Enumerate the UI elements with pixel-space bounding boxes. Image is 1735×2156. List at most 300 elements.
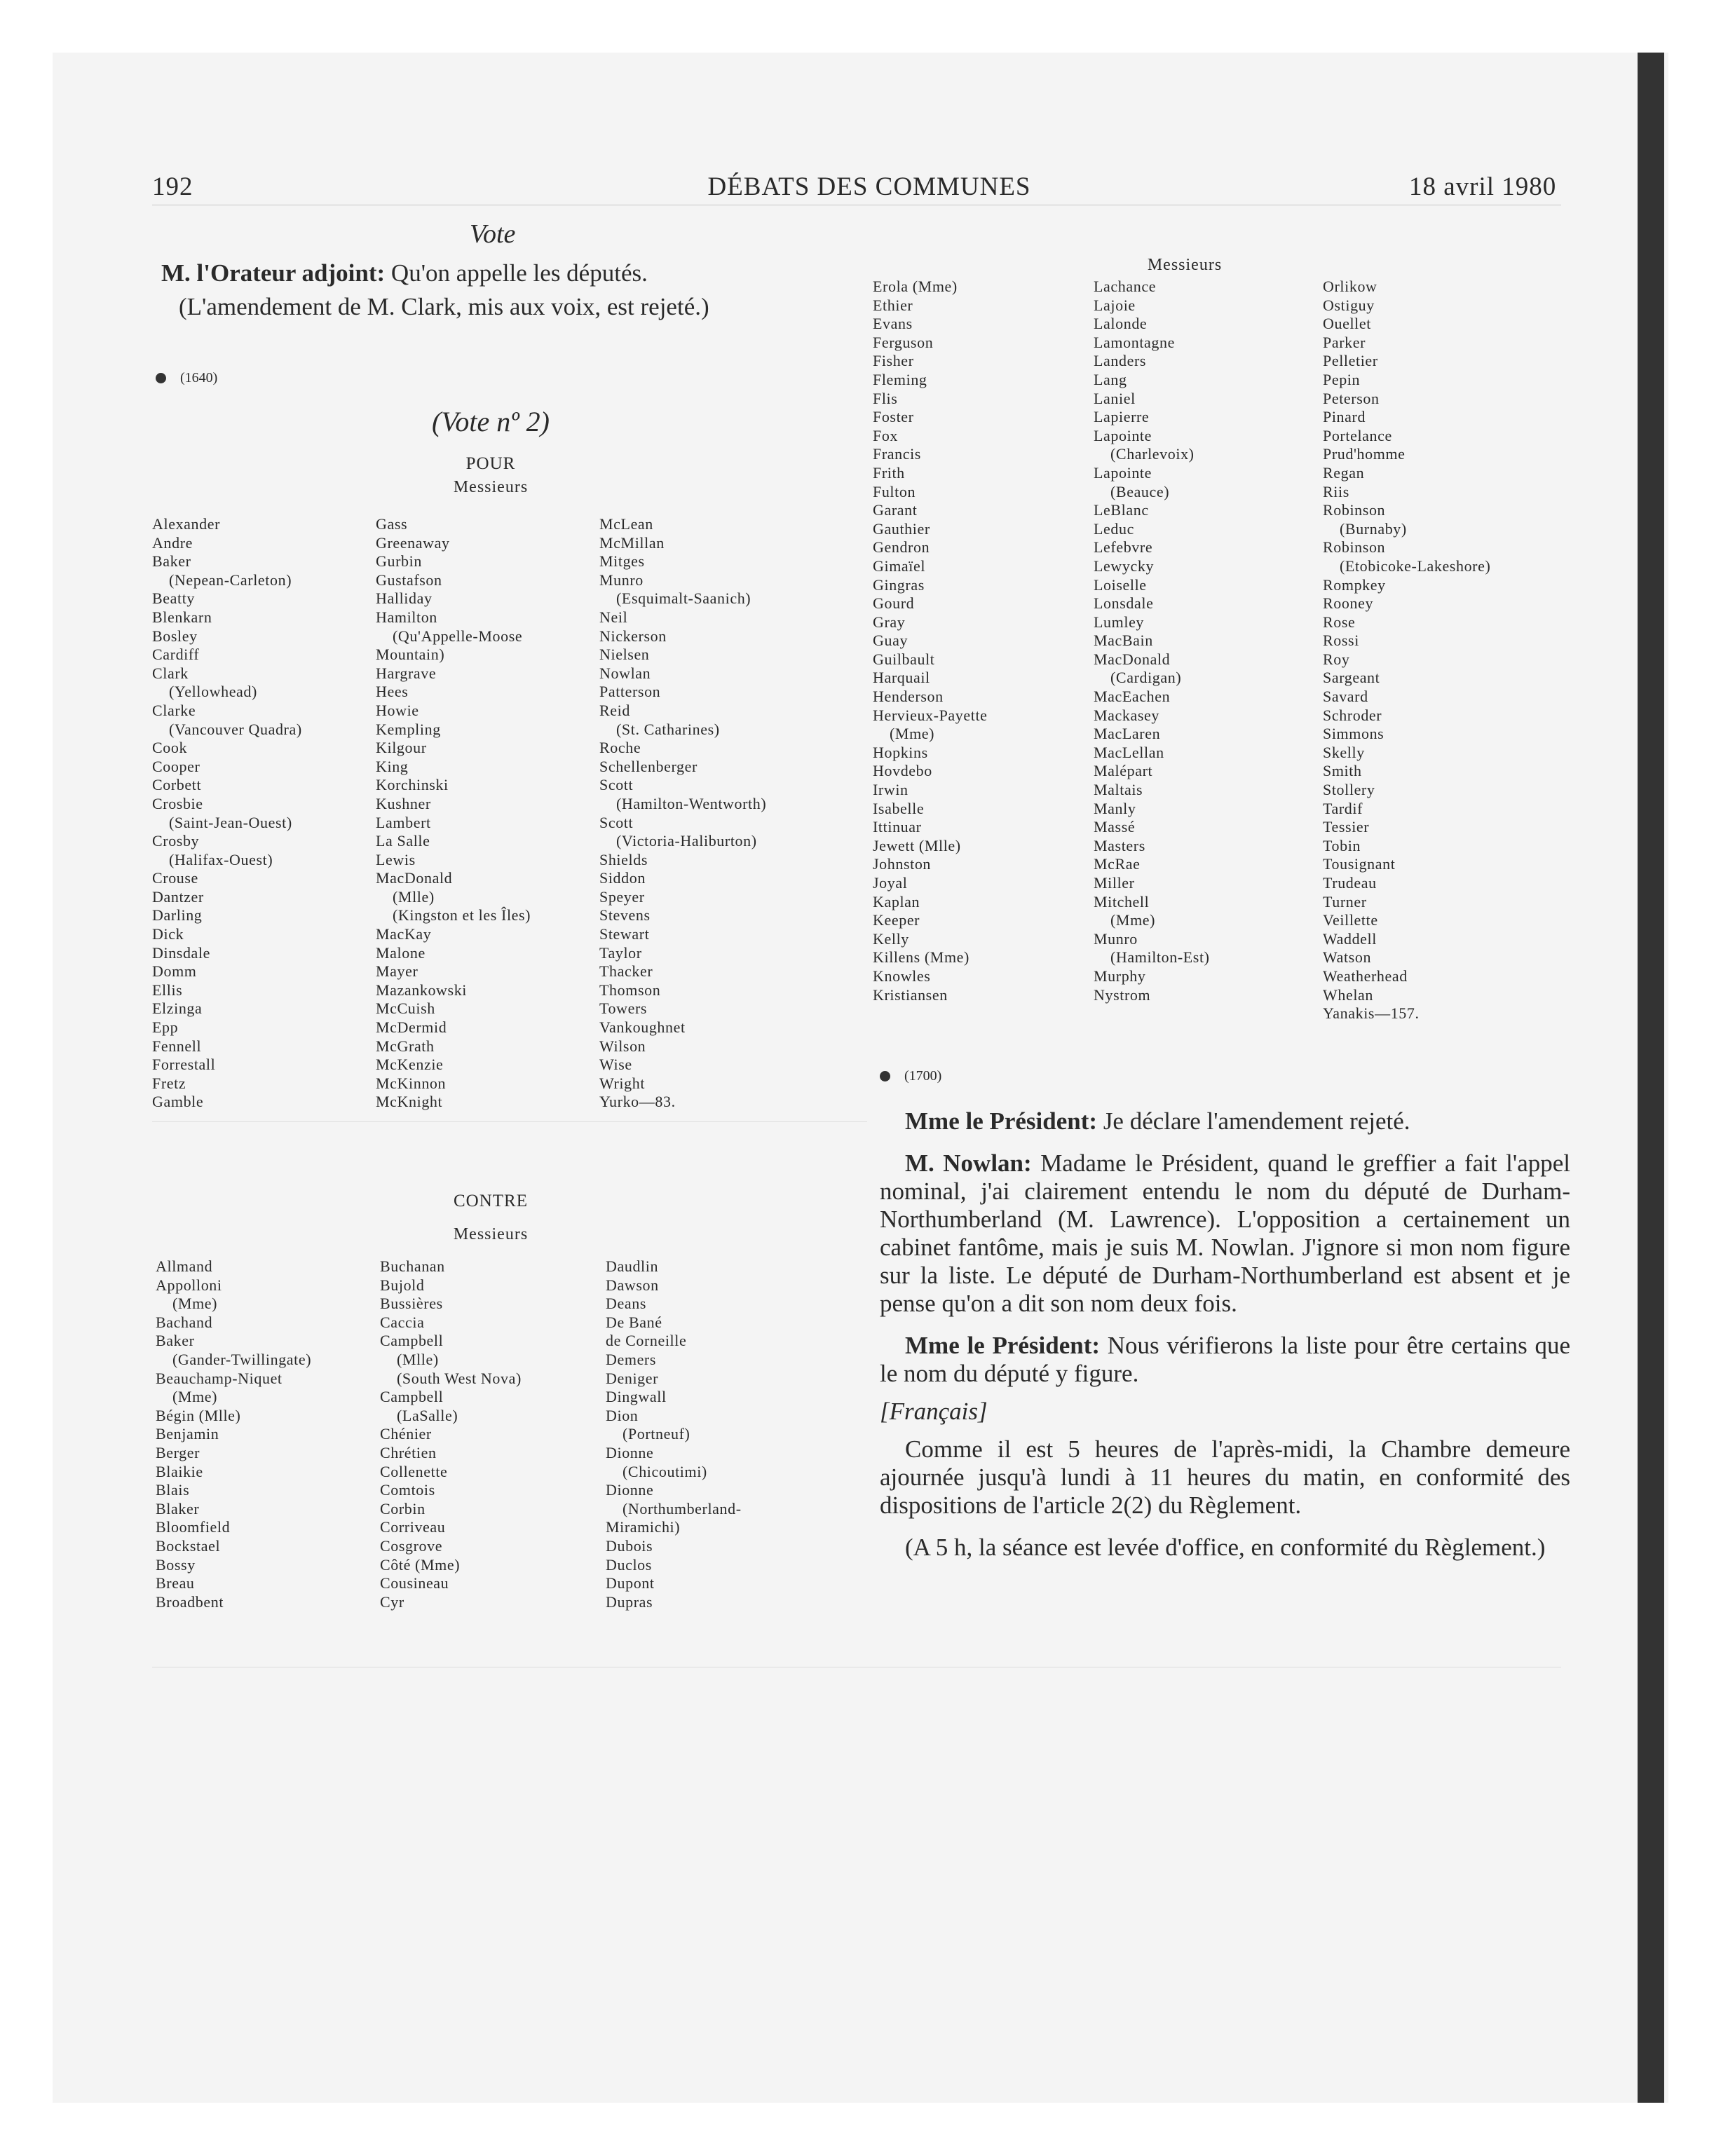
member-name: Kushner [376, 794, 431, 812]
member-name: Hamilton [376, 608, 437, 626]
member-name: Daudlin [606, 1257, 659, 1275]
member-name: (LaSalle) [397, 1406, 458, 1424]
pour-column-3 [599, 515, 766, 1112]
member-name: Scott [599, 813, 634, 831]
paragraph-president-1 [880, 1107, 1570, 1135]
time-marker-text: (1700) [904, 1068, 942, 1084]
member-name: Thacker [599, 962, 653, 981]
member-name: Lewis [376, 850, 416, 868]
member-name: (Yellowhead) [169, 683, 257, 701]
paragraph-adjournment: Comme il est 5 heures de l'après-midi, la Chambre demeure ajournée jusqu'à lundi à 11 heures du matin, en conformité des dispositions de l'article 2(2) du Règlement. [880, 1435, 1570, 1519]
member-name: Greenaway [376, 533, 450, 552]
member-name: Lalonde [1094, 315, 1148, 333]
member-name: Ferguson [873, 333, 934, 351]
member-name: Crouse [152, 869, 198, 887]
member-name: Howie [376, 701, 419, 719]
member-name: LeBlanc [1094, 501, 1149, 519]
member-name: Cooper [152, 757, 200, 775]
bullet-icon [156, 373, 166, 383]
member-name: Taylor [599, 943, 642, 962]
time-marker-text: (1640) [180, 370, 218, 386]
member-name: Regan [1323, 463, 1365, 482]
speaker-name: Mme le Président: [905, 1107, 1098, 1135]
member-name: Lapierre [1094, 408, 1150, 426]
member-name: McLean [599, 515, 653, 533]
member-name: Forrestall [152, 1056, 216, 1074]
member-name: Guilbault [873, 650, 935, 668]
member-name: (Esquimalt-Saanich) [616, 589, 751, 608]
member-name: MacEachen [1094, 688, 1171, 706]
member-name: Irwin [873, 781, 909, 799]
member-name: Nickerson [599, 627, 667, 645]
member-name: Miller [1094, 874, 1135, 892]
member-name: Collenette [380, 1462, 448, 1480]
member-name: Mitges [599, 552, 645, 571]
member-name: (Mme) [890, 725, 935, 743]
member-name: Prud'homme [1323, 445, 1406, 463]
contre-column-5 [1094, 278, 1210, 1004]
member-name: (Mlle) [393, 887, 435, 906]
member-name: Skelly [1323, 743, 1365, 761]
member-name: Hees [376, 683, 409, 701]
member-name: Ellis [152, 981, 183, 999]
member-name: Caccia [380, 1313, 425, 1331]
member-name: Gray [873, 613, 906, 631]
member-name: (Cardigan) [1110, 669, 1182, 687]
member-name: Smith [1323, 762, 1362, 780]
member-name: Korchinski [376, 776, 449, 794]
member-name: (Victoria-Haliburton) [616, 832, 757, 850]
member-name: Vankoughnet [599, 1018, 686, 1037]
member-name: Robinson [1323, 501, 1386, 519]
member-name: Blaikie [156, 1462, 203, 1480]
member-name: Dupont [606, 1574, 655, 1592]
pour-column-1 [152, 515, 302, 1112]
member-name: Flis [873, 389, 898, 407]
member-name: Darling [152, 906, 203, 925]
paragraph-president-2 [880, 1332, 1570, 1388]
member-name: Shields [599, 850, 648, 868]
member-name: Francis [873, 445, 921, 463]
page-header-title: DÉBATS DES COMMUNES [707, 172, 1031, 201]
member-name: de Corneille [606, 1332, 687, 1350]
member-name: Lajoie [1094, 296, 1136, 314]
bullet-icon [880, 1071, 890, 1082]
member-name: Schroder [1323, 706, 1382, 724]
member-name: Wilson [599, 1037, 646, 1055]
member-name: Berger [156, 1443, 200, 1461]
member-name: Malone [376, 943, 426, 962]
pour-label: POUR [465, 454, 516, 473]
member-name: Bosley [152, 627, 198, 645]
member-name: Duclos [606, 1555, 652, 1574]
contre-column-1 [156, 1257, 311, 1611]
member-name: McKinnon [376, 1074, 447, 1092]
contre-column-4 [873, 278, 988, 1004]
member-name: Savard [1323, 688, 1368, 706]
member-name: Lapointe [1094, 463, 1152, 482]
member-name: Appolloni [156, 1276, 222, 1294]
member-name: Foster [873, 408, 914, 426]
member-name: (Burnaby) [1340, 519, 1407, 538]
member-name: MacLellan [1094, 743, 1164, 761]
member-name: (Beauce) [1110, 482, 1170, 500]
member-name: Mackasey [1094, 706, 1159, 724]
member-name: Broadbent [156, 1592, 224, 1611]
member-name: Campbell [380, 1388, 444, 1406]
member-name: Domm [152, 962, 197, 981]
member-name: Bossy [156, 1555, 196, 1574]
member-name: Dupras [606, 1592, 653, 1611]
member-name: Wright [599, 1074, 646, 1092]
member-name: Cardiff [152, 646, 200, 664]
member-name: Beauchamp-Niquet [156, 1369, 283, 1387]
member-name: Gimaïel [873, 557, 926, 575]
member-name: MacKay [376, 925, 432, 943]
member-name: Elzinga [152, 999, 203, 1018]
member-name: Peterson [1323, 389, 1380, 407]
member-name: Pepin [1323, 370, 1361, 388]
member-name: Kempling [376, 720, 441, 738]
right-messieurs-label: Messieurs [1147, 256, 1223, 274]
member-name: Frith [873, 463, 905, 482]
member-name: Cousineau [380, 1574, 449, 1592]
member-name: Garant [873, 501, 918, 519]
language-marker: [Français] [880, 1398, 988, 1425]
member-name: Halliday [376, 589, 433, 608]
member-name: (Saint-Jean-Ouest) [169, 813, 292, 831]
member-name: Lonsdale [1094, 594, 1154, 613]
member-name: Clarke [152, 701, 196, 719]
member-name: Crosbie [152, 794, 203, 812]
member-name: Stewart [599, 925, 650, 943]
member-name: Baker [156, 1332, 195, 1350]
member-name: Lefebvre [1094, 538, 1153, 557]
section-rule [152, 1121, 867, 1122]
member-name: Keeper [873, 911, 920, 929]
member-name: Simmons [1323, 725, 1384, 743]
member-name: Fox [873, 426, 899, 444]
member-name: Maltais [1094, 781, 1143, 799]
member-name: Jewett (Mlle) [873, 836, 961, 854]
member-name: Manly [1094, 799, 1136, 817]
member-name: Comtois [380, 1481, 435, 1499]
member-name: Mitchell [1094, 892, 1150, 910]
member-name: McKnight [376, 1093, 443, 1111]
member-name: Sargeant [1323, 669, 1380, 687]
member-name: Campbell [380, 1332, 444, 1350]
member-name: Ethier [873, 296, 913, 314]
member-name: Lewycky [1094, 557, 1155, 575]
opening-text: Qu'on appelle les députés. [385, 259, 648, 287]
member-name: Lamontagne [1094, 333, 1175, 351]
member-name: Dingwall [606, 1388, 667, 1406]
member-name: Wise [599, 1056, 632, 1074]
member-name: Lachance [1094, 278, 1157, 295]
member-name: Bachand [156, 1313, 213, 1331]
member-name: Fisher [873, 352, 914, 370]
division-title: (Vote nº 2) [432, 406, 550, 437]
member-name: Scott [599, 776, 634, 794]
member-name: Watson [1323, 948, 1372, 967]
member-name: Isabelle [873, 799, 925, 817]
member-name: Weatherhead [1323, 967, 1408, 985]
member-name: Orlikow [1323, 278, 1377, 295]
member-name: Buchanan [380, 1257, 445, 1275]
member-name: Yurko—83. [599, 1093, 676, 1111]
member-name: Gass [376, 515, 408, 533]
member-name: Hovdebo [873, 762, 932, 780]
member-name: Waddell [1323, 929, 1377, 948]
member-name: Rose [1323, 613, 1356, 631]
member-name: Loiselle [1094, 575, 1147, 594]
member-name: Siddon [599, 869, 646, 887]
member-name: MacBain [1094, 632, 1153, 650]
member-name: Mountain) [376, 646, 445, 664]
member-name: Miramichi) [606, 1518, 681, 1536]
member-name: Nowlan [599, 664, 651, 682]
member-name: Kilgour [376, 739, 427, 757]
member-name: Chrétien [380, 1443, 437, 1461]
member-name: McDermid [376, 1018, 447, 1037]
member-name: Dick [152, 925, 184, 943]
member-name: Bujold [380, 1276, 425, 1294]
member-name: Nystrom [1094, 985, 1151, 1004]
member-name: Bégin (Mlle) [156, 1406, 241, 1424]
member-name: Schellenberger [599, 757, 698, 775]
member-name: (St. Catharines) [616, 720, 720, 738]
member-name: Corriveau [380, 1518, 446, 1536]
member-name: (Northumberland- [622, 1499, 742, 1517]
member-name: Deans [606, 1295, 646, 1313]
member-name: (Chicoutimi) [622, 1462, 707, 1480]
member-name: (Etobicoke-Lakeshore) [1340, 557, 1491, 575]
member-name: (Qu'Appelle-Moose [393, 627, 523, 645]
member-name: Cosgrove [380, 1536, 443, 1555]
member-name: Fleming [873, 370, 927, 388]
member-name: Stollery [1323, 781, 1375, 799]
page-number: 192 [152, 172, 193, 201]
member-name: Breau [156, 1574, 195, 1592]
member-name: Epp [152, 1018, 179, 1037]
member-name: McGrath [376, 1037, 435, 1055]
member-name: Beatty [152, 589, 196, 608]
member-name: Towers [599, 999, 648, 1018]
pour-messieurs-label: Messieurs [453, 478, 529, 496]
member-name: Massé [1094, 818, 1136, 836]
member-name: (South West Nova) [397, 1369, 522, 1387]
member-name: Tessier [1323, 818, 1370, 836]
member-name: McCuish [376, 999, 435, 1018]
member-name: Gourd [873, 594, 915, 613]
member-name: Laniel [1094, 389, 1136, 407]
member-name: Tobin [1323, 836, 1361, 854]
member-name: Neil [599, 608, 628, 626]
member-name: Alexander [152, 515, 221, 533]
opening-result: (L'amendement de M. Clark, mis aux voix, est rejeté.) [179, 293, 709, 320]
member-name: Turner [1323, 892, 1367, 910]
member-name: Yanakis—157. [1323, 1004, 1420, 1023]
member-name: Roy [1323, 650, 1350, 668]
member-name: Bloomfield [156, 1518, 231, 1536]
member-name: Malépart [1094, 762, 1153, 780]
member-name: Patterson [599, 683, 661, 701]
member-name: McRae [1094, 855, 1141, 873]
member-name: Hervieux-Payette [873, 706, 988, 724]
member-name: Fretz [152, 1074, 186, 1092]
member-name: Rompkey [1323, 575, 1386, 594]
contre-column-3 [606, 1257, 742, 1611]
member-name: Côté (Mme) [380, 1555, 461, 1574]
member-name: (Hamilton-Est) [1110, 948, 1210, 967]
member-name: Clark [152, 664, 189, 682]
member-name: Nielsen [599, 646, 650, 664]
member-name: Pinard [1323, 408, 1366, 426]
member-name: Dubois [606, 1536, 653, 1555]
member-name: Benjamin [156, 1425, 219, 1443]
member-name: Deniger [606, 1369, 659, 1387]
member-name: King [376, 757, 409, 775]
member-name: McMillan [599, 533, 665, 552]
vote-heading: Vote [470, 219, 516, 249]
member-name: Henderson [873, 688, 944, 706]
paragraph-nowlan [880, 1149, 1570, 1318]
member-name: (Gander-Twillingate) [172, 1350, 312, 1368]
member-name: Dantzer [152, 887, 204, 906]
member-name: De Bané [606, 1313, 662, 1331]
member-name: MacDonald [376, 869, 453, 887]
member-name: Ittinuar [873, 818, 922, 836]
member-name: Chénier [380, 1425, 432, 1443]
member-name: Dionne [606, 1443, 654, 1461]
member-name: Demers [606, 1350, 657, 1368]
paragraph-text: Je déclare l'amendement rejeté. [1097, 1107, 1410, 1135]
member-name: Lapointe [1094, 426, 1152, 444]
member-name: Kelly [873, 929, 909, 948]
speaker-name: Mme le Président: [905, 1332, 1101, 1359]
member-name: Blais [156, 1481, 190, 1499]
member-name: Allmand [156, 1257, 213, 1275]
contre-column-6 [1323, 278, 1490, 1023]
member-name: Dawson [606, 1276, 659, 1294]
member-name: (Charlevoix) [1110, 445, 1195, 463]
member-name: (Kingston et les Îles) [393, 906, 531, 925]
closing-text [880, 1107, 1570, 1562]
member-name: Whelan [1323, 985, 1374, 1004]
member-name: Bockstael [156, 1536, 221, 1555]
member-name: Baker [152, 552, 191, 571]
member-name: Hopkins [873, 743, 928, 761]
member-name: Speyer [599, 887, 645, 906]
member-name: Lumley [1094, 613, 1145, 631]
member-name: MacDonald [1094, 650, 1171, 668]
member-name: Portelance [1323, 426, 1392, 444]
member-name: Roche [599, 739, 641, 757]
member-name: Pelletier [1323, 352, 1378, 370]
member-name: Murphy [1094, 967, 1146, 985]
member-name: Hargrave [376, 664, 437, 682]
scan-edge-bar [1638, 53, 1664, 2103]
member-name: Gustafson [376, 571, 442, 589]
member-name: Cyr [380, 1592, 404, 1611]
member-name: Tardif [1323, 799, 1363, 817]
member-name: Harquail [873, 669, 930, 687]
member-name: (Hamilton-Wentworth) [616, 794, 767, 812]
member-name: Reid [599, 701, 630, 719]
member-name: Evans [873, 315, 913, 333]
member-name: Rooney [1323, 594, 1374, 613]
member-name: Riis [1323, 482, 1349, 500]
member-name: Ostiguy [1323, 296, 1375, 314]
page-header-date: 18 avril 1980 [1409, 172, 1557, 201]
time-marker-1700 [880, 1068, 941, 1084]
member-name: Lang [1094, 370, 1127, 388]
member-name: Gendron [873, 538, 930, 557]
member-name: Mazankowski [376, 981, 468, 999]
member-name: (Mlle) [397, 1350, 439, 1368]
member-name: Munro [1094, 929, 1138, 948]
member-name: Kristiansen [873, 985, 948, 1004]
member-name: Thomson [599, 981, 661, 999]
pour-column-2 [376, 515, 531, 1112]
paragraph-sitting-end: (A 5 h, la séance est levée d'office, en conformité du Règlement.) [905, 1534, 1546, 1561]
member-name: (Mme) [1110, 911, 1156, 929]
member-name: (Mme) [172, 1388, 218, 1406]
time-marker-1640 [156, 370, 217, 386]
member-name: Gauthier [873, 519, 930, 538]
member-name: Joyal [873, 874, 908, 892]
member-name: Bussières [380, 1295, 443, 1313]
member-name: MacLaren [1094, 725, 1161, 743]
member-name: Dinsdale [152, 943, 211, 962]
contre-label: CONTRE [454, 1192, 528, 1210]
member-name: Corbin [380, 1499, 426, 1517]
member-name: Gamble [152, 1093, 204, 1111]
member-name: Gurbin [376, 552, 422, 571]
member-name: Crosby [152, 832, 200, 850]
member-name: Corbett [152, 776, 202, 794]
member-name: (Halifax-Ouest) [169, 850, 273, 868]
member-name: Parker [1323, 333, 1366, 351]
member-name: Fennell [152, 1037, 202, 1055]
member-name: (Mme) [172, 1295, 218, 1313]
member-name: Trudeau [1323, 874, 1377, 892]
paragraph-text: Nous vérifierons la liste pour être certains que le nom du député y figure. [880, 1332, 1570, 1387]
member-name: Stevens [599, 906, 651, 925]
member-name: Leduc [1094, 519, 1134, 538]
member-name: Veillette [1323, 911, 1378, 929]
member-name: Johnston [873, 855, 932, 873]
member-name: Blaker [156, 1499, 200, 1517]
member-name: La Salle [376, 832, 430, 850]
member-name: McKenzie [376, 1056, 444, 1074]
opening-paragraph [161, 259, 876, 287]
member-name: Erola (Mme) [873, 278, 958, 295]
member-name: (Portneuf) [622, 1425, 690, 1443]
member-name: Dion [606, 1406, 639, 1424]
member-name: (Nepean-Carleton) [169, 571, 292, 589]
member-name: Robinson [1323, 538, 1386, 557]
member-name: Kaplan [873, 892, 920, 910]
member-name: Lambert [376, 813, 431, 831]
contre-messieurs-label: Messieurs [453, 1225, 529, 1243]
member-name: Gingras [873, 575, 925, 594]
paragraph-text: Madame le Président, quand le greffier a fait l'appel nominal, j'ai clairement entendu le nom du député de Durham-Northumberland (M. Lawrence). L'opposition a certainement un cabinet fantôme, mais je suis M. Nowlan. J'ignore si mon nom figure sur la liste. Le député de Durham-Northumberland est absent et je pense qu'on a dit son nom deux fois. [880, 1149, 1570, 1317]
member-name: Blenkarn [152, 608, 212, 626]
speaker-name: M. l'Orateur adjoint: [161, 259, 386, 287]
speaker-name: M. Nowlan: [905, 1149, 1032, 1177]
contre-column-2 [380, 1257, 522, 1611]
